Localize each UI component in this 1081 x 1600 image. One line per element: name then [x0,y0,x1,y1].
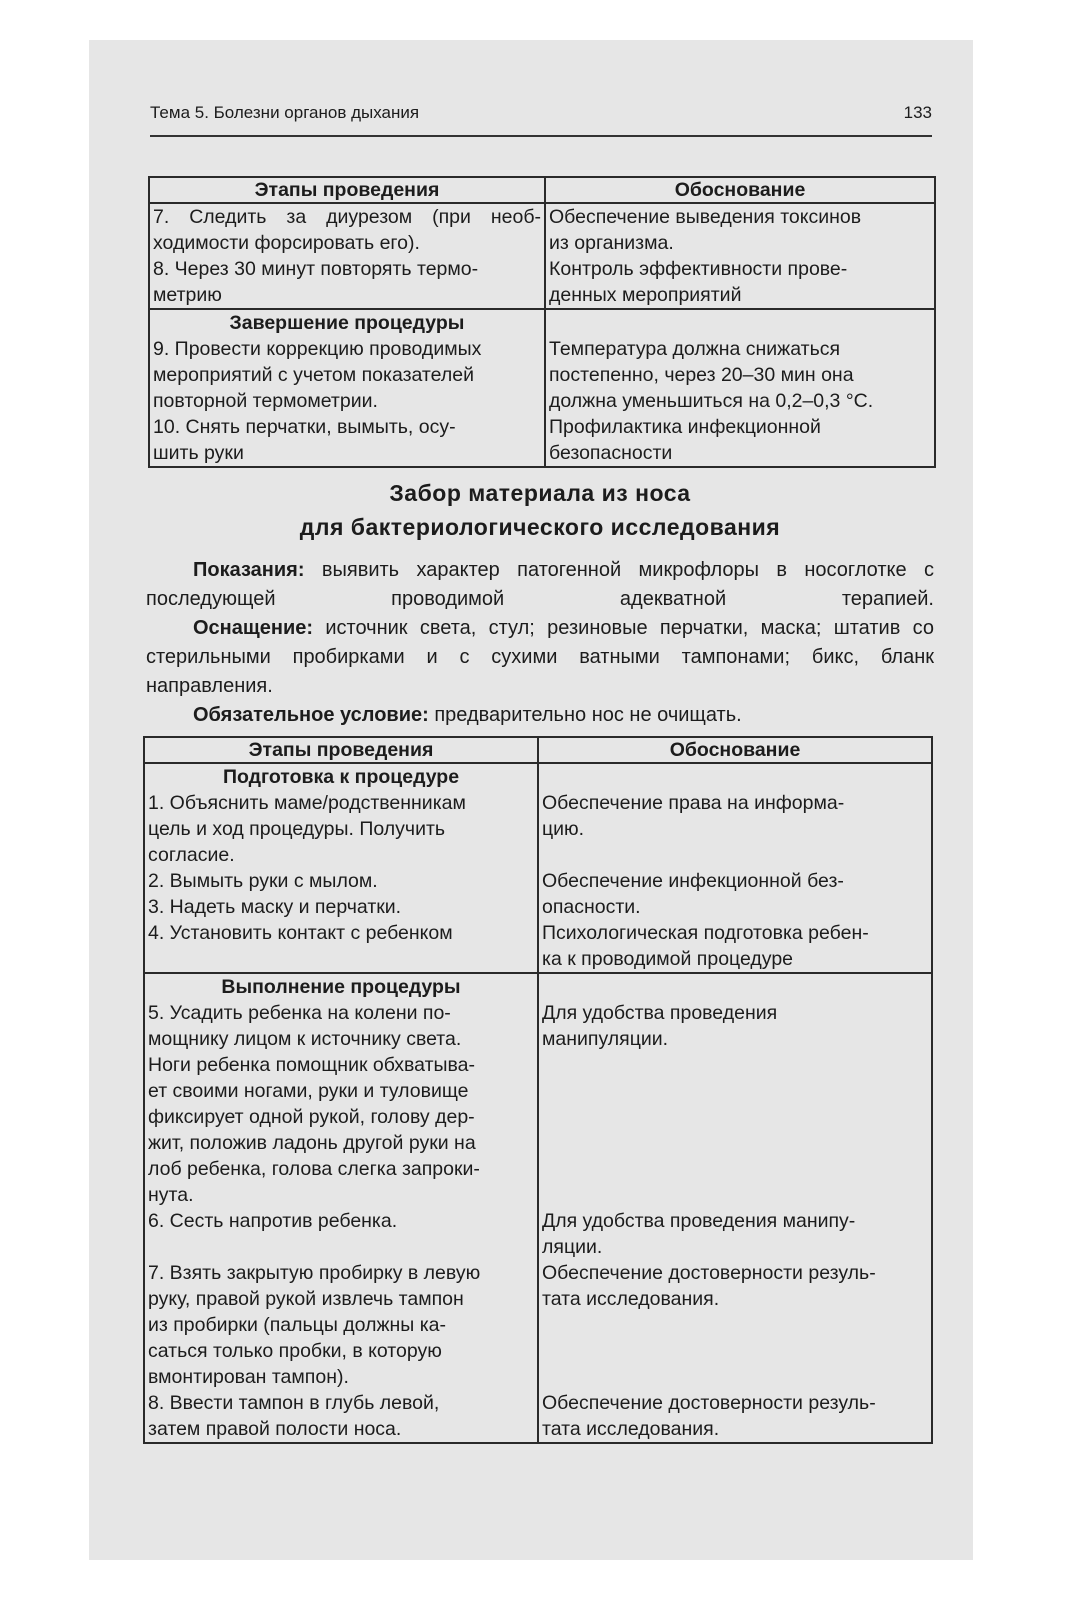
text-line: манипуляции. [542,1028,669,1050]
text-line: Психологическая подготовка ребен- [542,922,869,944]
text-line: цию. [542,818,585,840]
page-number: 133 [903,103,932,122]
equipment-text: источник света, стул; резиновые перчатки, маска; штатив со стерильными пробирками и с сухими ватными тампонами; бикс, бланк направления. [146,617,934,697]
stages-cell [149,203,545,309]
indications-text: выявить характер патогенной микрофлоры в носоглотке с последующей проводимой адекватной терапией. [146,559,934,610]
spacer [542,1182,928,1208]
condition-label: Обязательное условие: [193,704,429,726]
text-line: повторной термометрии. [153,390,378,412]
table-row [144,973,932,1443]
procedure-table-2 [143,736,933,1444]
text-line: фиксирует одной рукой, голову дер- [148,1106,475,1128]
text-line: 9. Провести коррекцию проводимых [153,338,482,360]
text-line: затем правой полости носа. [148,1418,402,1440]
text-line: Ноги ребенка помощник обхватыва- [148,1054,476,1076]
text-line: руку, правой рукой извлечь тампон [148,1288,464,1310]
text-line: Обеспечение инфекционной без- [542,870,844,892]
text-line: Для удобства проведения [542,1002,778,1024]
column-header-rationale: Обоснование [545,177,935,203]
spacer [542,1364,928,1390]
text-line: шить руки [153,442,244,464]
column-header-rationale: Обоснование [538,737,932,763]
text-line: 7. Взять закрытую пробирку в левую [148,1262,481,1284]
table-row [144,763,932,973]
procedure-table-1 [148,176,936,468]
header-title: Тема 5. Болезни органов дыхания [150,103,420,122]
text-line: 7. Следить за диурезом (при необ- [153,206,541,228]
text-line: 3. Надеть маску и перчатки. [148,896,402,918]
spacer [542,974,928,1000]
text-line: 1. Объяснить маме/родственникам [148,792,466,814]
stages-cell [149,309,545,467]
subheading: Выполнение процедуры [221,976,461,998]
indications-label: Показания: [193,559,305,581]
text-line: метрию [153,284,222,306]
spacer [542,1338,928,1364]
rationale-cell [538,973,932,1443]
table-row [149,309,935,467]
text-line: 8. Через 30 минут повторять термо- [153,258,479,280]
text-line: 8. Ввести тампон в глубь левой, [148,1392,440,1414]
spacer [542,842,928,868]
subheading: Подготовка к процедуре [222,766,460,788]
text-line: ходимости форсировать его). [153,232,420,254]
text-line: мощнику лицом к источнику света. [148,1028,462,1050]
condition-text: предварительно нос не очищать. [428,704,742,726]
text-line: 10. Снять перчатки, вымыть, осу- [153,416,456,438]
indications-paragraph [146,556,934,614]
running-header [150,103,932,137]
text-line: вмонтирован тампон). [148,1366,349,1388]
stages-cell [144,973,538,1443]
text-line: тата исследования. [542,1418,720,1440]
text-line: 4. Установить контакт с ребенком [148,922,453,944]
text-line: мероприятий с учетом показателей [153,364,474,386]
column-header-stages: Этапы проведения [144,737,538,763]
text-line: 5. Усадить ребенка на колени по- [148,1002,451,1024]
text-line: лоб ребенка, голова слегка запроки- [148,1158,480,1180]
text-line: 2. Вымыть руки с мылом. [148,870,378,892]
condition-paragraph [146,701,934,730]
spacer [542,1156,928,1182]
spacer [542,764,928,790]
equipment-paragraph [146,614,934,701]
text-line: ет своими ногами, руки и туловище [148,1080,469,1102]
text-line: из организма. [549,232,674,254]
text-line: денных мероприятий [549,284,742,306]
stages-cell [144,763,538,973]
table-row [149,203,935,309]
subheading: Завершение процедуры [229,312,465,334]
text-line: из пробирки (пальцы должны ка- [148,1314,447,1336]
text-line: цель и ход процедуры. Получить [148,818,446,840]
text-line: постепенно, через 20–30 мин она [549,364,854,386]
rationale-cell [538,763,932,973]
text-line: 6. Сесть напротив ребенка. [148,1210,398,1232]
text-line: ляции. [542,1236,603,1258]
section-title-line-1: Забор материала из носа [389,480,691,506]
text-line: Обеспечение достоверности резуль- [542,1262,876,1284]
rationale-cell [545,203,935,309]
text-line: согласие. [148,844,235,866]
text-line: саться только пробки, в которую [148,1340,442,1362]
text-line: опасности. [542,896,641,918]
text-line: Обеспечение права на информа- [542,792,845,814]
text-line: Профилактика инфекционной [549,416,821,438]
column-header-stages: Этапы проведения [149,177,545,203]
text-line: Для удобства проведения манипу- [542,1210,856,1232]
text-line: нута. [148,1184,194,1206]
spacer [542,1104,928,1130]
spacer [542,1130,928,1156]
equipment-label: Оснащение: [193,617,314,639]
rationale-cell [545,309,935,467]
table-header-row [144,737,932,763]
text-line: Обеспечение выведения токсинов [549,206,862,228]
section-title-line-2: для бактериологического исследования [299,514,781,540]
text-line: ка к проводимой процедуре [542,948,794,970]
text-line: тата исследования. [542,1288,720,1310]
text-line: Контроль эффективности прове- [549,258,848,280]
text-line: Температура должна снижаться [549,338,841,360]
table-header-row [149,177,935,203]
spacer [148,1234,534,1260]
text-line: жит, положив ладонь другой руки на [148,1132,476,1154]
text-line: должна уменьшиться на 0,2–0,3 °С. [549,390,874,412]
text-line: безопасности [549,442,673,464]
spacer [542,1052,928,1078]
spacer [542,1312,928,1338]
spacer [542,1078,928,1104]
text-line: Обеспечение достоверности резуль- [542,1392,876,1414]
